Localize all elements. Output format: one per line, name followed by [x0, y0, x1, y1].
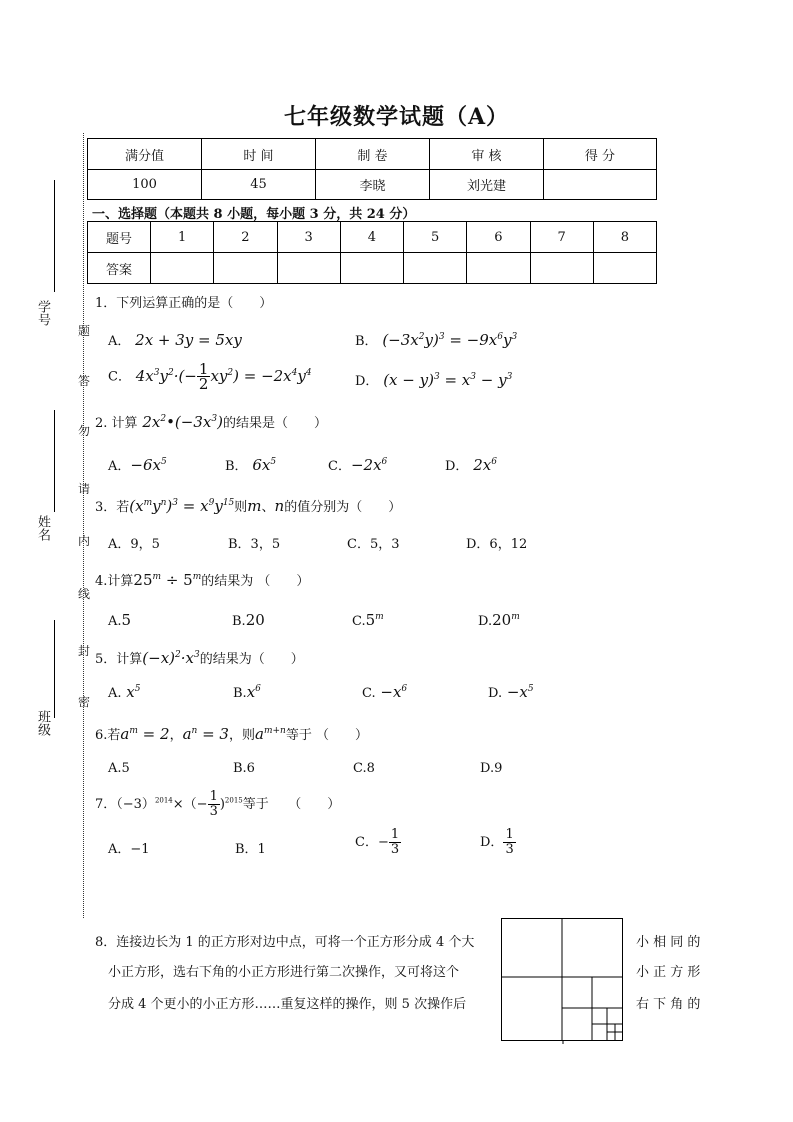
- answer-cell[interactable]: [340, 253, 403, 284]
- q1-option-b[interactable]: B． $(-3x^2y)^3 = -9x^6y^3$: [355, 331, 518, 349]
- q1-option-c[interactable]: C． $4x^3y^2\cdot(-$ $\frac{1}{2}$ $xy^2) = -2x^4y^4$: [108, 360, 312, 393]
- question-number: 4: [340, 222, 403, 253]
- q3-option-b[interactable]: B．3，5: [228, 537, 281, 552]
- q4-option-a[interactable]: A.5: [108, 611, 132, 629]
- answer-cell[interactable]: [277, 253, 340, 284]
- name-label: 姓名: [35, 515, 50, 541]
- question-4-stem: 4.计算$25^m \div 5^m$的结果为 （ ）: [95, 571, 310, 589]
- question-7-stem: 7．$(-3)^{2014}\times(-$ $\frac{1}{3}$ )$^{2015}$等于 （ ）: [95, 789, 341, 819]
- score-info-table: [87, 138, 657, 200]
- question-number: 3: [277, 222, 340, 253]
- q3-option-c[interactable]: C．5，3: [347, 537, 400, 552]
- q7-option-a[interactable]: A．−1: [108, 842, 150, 857]
- q2-option-b[interactable]: B． $6x^5$: [225, 456, 277, 474]
- q1-option-a[interactable]: A． 2x + 3y = 5xy: [108, 331, 242, 349]
- value-cell: 刘光建: [430, 170, 544, 200]
- student-id-line: [54, 180, 55, 292]
- answer-cell[interactable]: [151, 253, 214, 284]
- q4-option-c[interactable]: C.5$^m$: [352, 611, 384, 629]
- q2-option-d[interactable]: D． $2x^6$: [445, 456, 497, 474]
- answer-cell[interactable]: [593, 253, 656, 284]
- score-cell[interactable]: [544, 170, 657, 200]
- header-cell: 满分值: [88, 139, 202, 170]
- seal-char: 答: [78, 374, 91, 388]
- question-8-line-2: 小正方形，选右下角的小正方形进行第二次操作，又可将这个: [108, 965, 460, 980]
- question-number: 1: [151, 222, 214, 253]
- q7-option-d[interactable]: D． $\frac{1}{3}$: [480, 827, 514, 857]
- q2-option-a[interactable]: A．$-6x^5$: [108, 456, 167, 474]
- q6-option-b[interactable]: B.6: [233, 761, 255, 776]
- seal-char: 勿: [78, 424, 91, 438]
- q7-option-c[interactable]: C．− $\frac{1}{3}$: [355, 827, 400, 857]
- page-title: 七年级数学试题（A）: [283, 104, 510, 130]
- value-cell: 100: [88, 170, 202, 200]
- question-6-stem: 6.若$a^m = 2$，$a^n = 3$，则$a^{m+n}$等于 （ ）: [95, 725, 368, 743]
- square-subdivision-diagram: [501, 918, 625, 1044]
- seal-char: 请: [78, 482, 91, 496]
- question-8-line-1: 8．连接边长为 1 的正方形对边中点，可将一个正方形分成 4 个大: [95, 935, 475, 950]
- seal-char: 线: [78, 587, 91, 601]
- header-cell: 审 核: [430, 139, 544, 170]
- q7-option-b[interactable]: B．1: [235, 842, 266, 857]
- class-label: 班级: [35, 710, 50, 736]
- q2-option-c[interactable]: C．$-2x^6$: [328, 456, 388, 474]
- q6-option-a[interactable]: A.5: [108, 761, 130, 776]
- question-8-right-1: 小 相 同 的: [636, 935, 701, 950]
- answer-cell[interactable]: [467, 253, 530, 284]
- value-cell: 李晓: [316, 170, 430, 200]
- section-heading: 一、选择题（本题共 8 小题，每小题 3 分，共 24 分）: [92, 207, 416, 222]
- q5-option-c[interactable]: C. $-x^6$: [362, 683, 408, 701]
- class-line: [54, 620, 55, 718]
- question-1-stem: 1．下列运算正确的是（ ）: [95, 296, 273, 311]
- name-line: [54, 410, 55, 512]
- header-cell: 制 卷: [316, 139, 430, 170]
- q4-option-b[interactable]: B.20: [232, 611, 265, 629]
- header-cell: 得 分: [544, 139, 657, 170]
- question-number: 5: [404, 222, 467, 253]
- question-number: 2: [214, 222, 277, 253]
- question-8-right-2: 小 正 方 形: [636, 965, 701, 980]
- q4-option-d[interactable]: D.20$^m$: [478, 611, 520, 629]
- seal-char: 题: [78, 324, 91, 338]
- q6-option-d[interactable]: D.9: [480, 761, 503, 776]
- question-8-line-3: 分成 4 个更小的小正方形……重复这样的操作，则 5 次操作后: [108, 997, 467, 1012]
- q5-option-d[interactable]: D. $-x^5$: [488, 683, 534, 701]
- answer-cell[interactable]: [214, 253, 277, 284]
- row-label: 题号: [88, 222, 151, 253]
- binding-line: [83, 133, 84, 918]
- q1-option-d[interactable]: D． $(x - y)^3 = x^3 - y^3$: [355, 371, 513, 389]
- value-cell: 45: [202, 170, 316, 200]
- q6-option-c[interactable]: C.8: [353, 761, 375, 776]
- q5-option-a[interactable]: A. $x^5$: [108, 683, 141, 701]
- question-number: 7: [530, 222, 593, 253]
- question-2-stem: 2. 计算 $2x^2•(-3x^3)$的结果是（ ）: [95, 413, 327, 431]
- question-5-stem: 5．计算$(-x)^2\cdot x^3$的结果为（ ）: [95, 649, 304, 667]
- question-number: 6: [467, 222, 530, 253]
- answer-cell[interactable]: [404, 253, 467, 284]
- question-number: 8: [593, 222, 656, 253]
- answer-cell[interactable]: [530, 253, 593, 284]
- q3-option-a[interactable]: A．9，5: [108, 537, 160, 552]
- answer-table: [87, 221, 657, 284]
- seal-char: 内: [78, 534, 91, 548]
- q5-option-b[interactable]: $B.x^6$: [233, 683, 261, 701]
- seal-char: 密: [78, 695, 91, 709]
- seal-char: 封: [78, 644, 91, 658]
- question-3-stem: 3．若$(x^my^n)^3 = x^9y^{15}$则m、n的值分别为（ ）: [95, 497, 402, 515]
- row-label: 答案: [88, 253, 151, 284]
- q3-option-d[interactable]: D．6，12: [466, 537, 528, 552]
- header-cell: 时 间: [202, 139, 316, 170]
- student-id-label: 学号: [35, 300, 50, 326]
- question-8-right-3: 右 下 角 的: [636, 997, 701, 1012]
